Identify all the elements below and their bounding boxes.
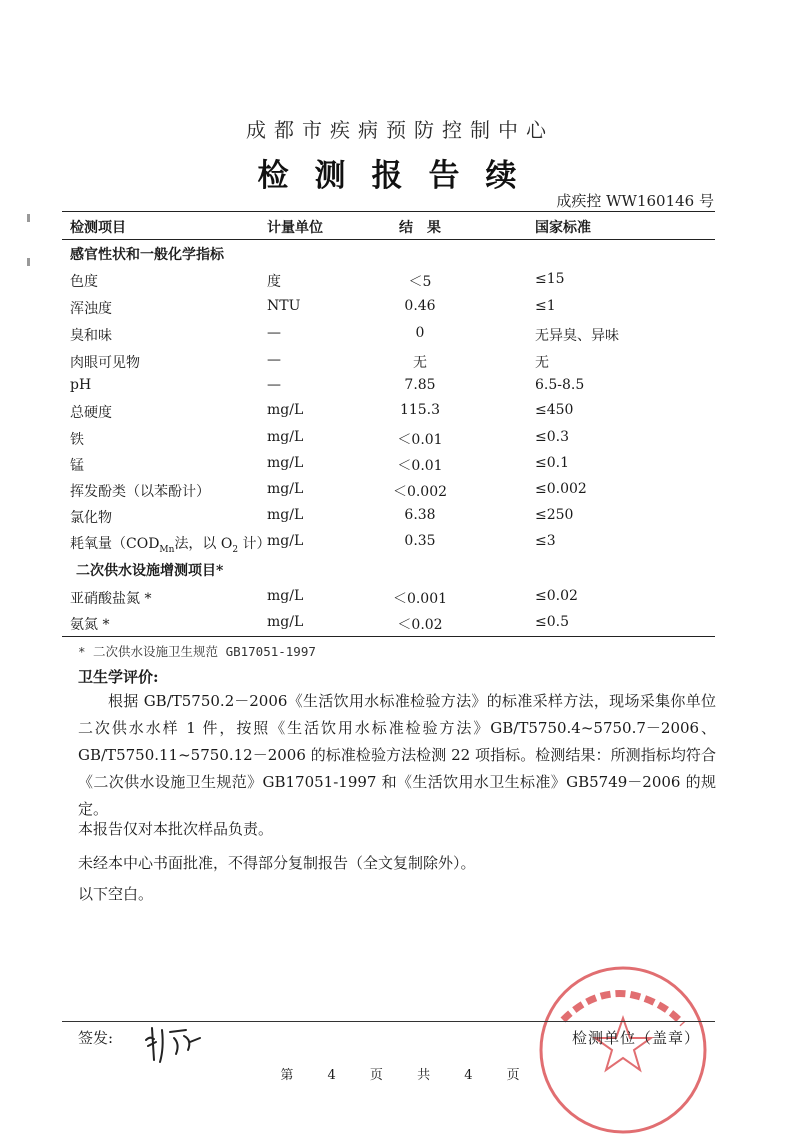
column-header-result: 结 果 <box>399 220 441 236</box>
table-row: 锰 mg/L ＜0.01 ≤0.1 <box>70 455 569 474</box>
section-heading: 二次供水设施增测项目* <box>76 563 224 579</box>
table-bottom-rule <box>62 636 715 637</box>
table-row: 肉眼可见物 — 无 无 <box>70 352 549 371</box>
table-row: 亚硝酸盐氮 * mg/L ＜0.001 ≤0.02 <box>70 588 578 607</box>
column-header-unit: 计量单位 <box>267 220 323 236</box>
organization-name: 成都市疾病预防控制中心 <box>246 118 554 142</box>
table-row: 总硬度 mg/L 115.3 ≤450 <box>70 402 574 421</box>
official-seal-stamp <box>533 960 713 1140</box>
table-top-rule <box>62 211 715 212</box>
evaluation-heading: 卫生学评价: <box>78 668 159 686</box>
table-row: 浑浊度 NTU 0.46 ≤1 <box>70 298 556 317</box>
report-number: 成疾控 WW160146 号 <box>556 192 714 210</box>
table-row: 色度 度 ＜5 ≤15 <box>70 271 565 290</box>
responsibility-note: 本报告仅对本批次样品负责。 <box>78 820 274 838</box>
table-header-rule <box>62 239 715 240</box>
column-header-standard: 国家标准 <box>535 220 591 236</box>
table-row-oxygen: 耗氧量（$COD_{Mn}$法，以 $O_2$ 计） mg/L 0.35 ≤3 <box>70 533 556 555</box>
report-title: 检测报告续 <box>257 158 543 194</box>
page-number <box>0 1064 800 1083</box>
page-current: 第 4 页 <box>280 1068 383 1083</box>
page-total: 共 4 页 <box>417 1068 520 1083</box>
section-heading: 感官性状和一般化学指标 <box>70 247 224 263</box>
table-row: 臭和味 — 0 无异臭、异味 <box>70 325 619 344</box>
table-header <box>0 217 800 237</box>
testing-unit-label: 检测单位（盖章） <box>572 1029 701 1047</box>
table-row: pH — 7.85 6.5-8.5 <box>70 377 585 393</box>
table-row: 挥发酚类（以苯酚计） mg/L ＜0.002 ≤0.002 <box>70 481 587 500</box>
table-row: 氨氮 * mg/L ＜0.02 ≤0.5 <box>70 614 569 633</box>
handwritten-signature <box>140 1022 210 1066</box>
evaluation-paragraph: 根据 GB/T5750.2－2006《生活饮用水标准检验方法》的标准采样方法，现场采集你单位二次供水水样 1 件，按照《生活饮用水标准检验方法》GB/T5750.4~5750.7－2006、GB/T5750.11~5750.12－2006 的标准检验方法检测 22 项指标。检测结果：所测指标均符合《二次供水设施卫生规范》GB17051-1997 和《生活饮用水卫生标准》GB5749－2006 的规定。 <box>78 692 716 818</box>
footnote: * 二次供水设施卫生规范 GB17051-1997 <box>78 644 316 659</box>
table-row: 氯化物 mg/L 6.38 ≤250 <box>70 507 574 526</box>
table-row: 铁 mg/L ＜0.01 ≤0.3 <box>70 429 569 448</box>
copy-restriction-note: 未经本中心书面批准，不得部分复制报告（全文复制除外）。 <box>78 854 476 872</box>
blank-below-note: 以下空白。 <box>78 885 154 903</box>
column-header-item: 检测项目 <box>70 220 126 236</box>
issuer-label: 签发: <box>78 1029 114 1047</box>
